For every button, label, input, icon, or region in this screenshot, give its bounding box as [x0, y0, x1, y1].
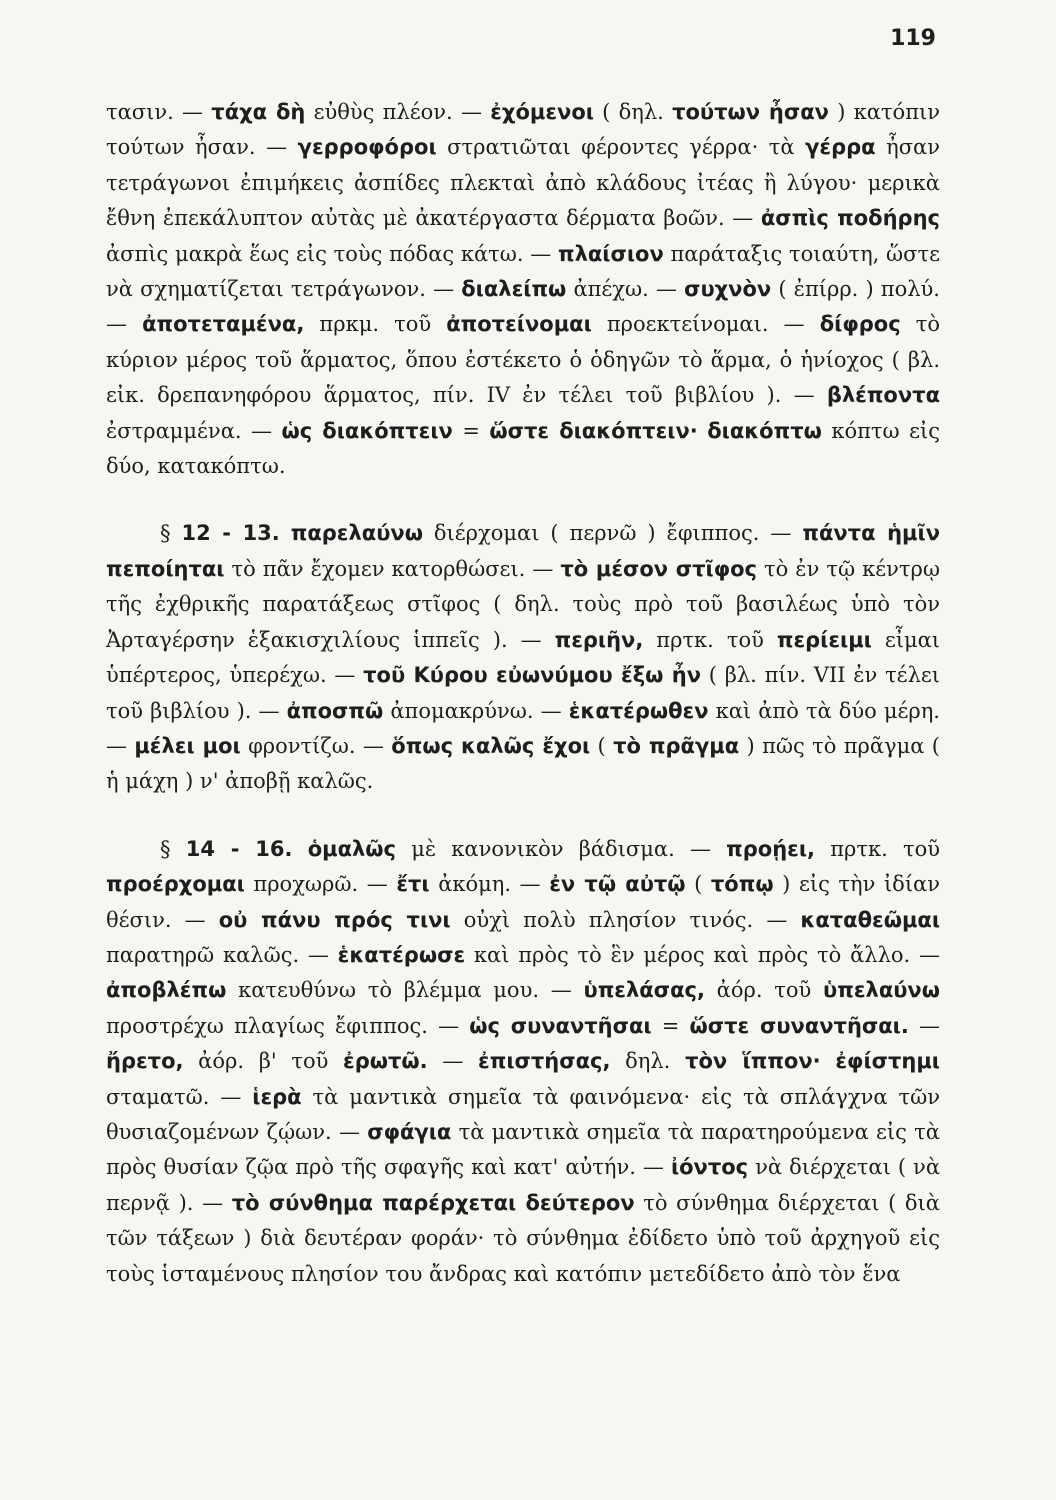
- headword: περίειμι: [776, 627, 872, 652]
- gloss-text: πρτκ. τοῦ: [815, 836, 940, 861]
- headword: γέρρα: [805, 135, 876, 160]
- gloss-text: προστρέχω πλαγίως ἔφιππος. —: [106, 1013, 470, 1038]
- headword: τὸ σύνθημα παρέρχεται δεύτερον: [231, 1190, 635, 1215]
- gloss-text: ἀπομακρύνω. —: [383, 698, 569, 723]
- headword: διακόπτω: [707, 418, 822, 443]
- gloss-text: τὰ μαντικὰ σημεῖα τὰ φαινόμενα· εἰς τὰ σπλάγχνα τῶν θυσιαζομένων ζῴων. —: [106, 1084, 940, 1144]
- headword: βλέποντα: [826, 383, 940, 408]
- headword: πάντα ἡμῖν πεποίηται: [106, 521, 940, 581]
- headword: ὁμαλῶς: [307, 836, 396, 861]
- headword: σφάγια: [367, 1119, 452, 1144]
- headword: πλαίσιον: [557, 241, 664, 266]
- headword: τὸ μέσον στῖφος: [560, 556, 757, 581]
- headword: οὐ πάνυ πρός τινι: [218, 907, 451, 932]
- gloss-text: ) πῶς τὸ πρᾶγμα ( ἡ μάχη ) ν' ἀποβῇ καλῶς.: [106, 733, 940, 794]
- gloss-text: —: [427, 1049, 479, 1074]
- headword: ὡς συναντῆσαι: [469, 1013, 652, 1038]
- gloss-text: =: [651, 1013, 690, 1038]
- headword: ἀποτεταμένα,: [142, 312, 305, 337]
- gloss-text: ἐστραμμένα. —: [106, 418, 282, 443]
- gloss-text: σταματῶ. —: [106, 1084, 253, 1109]
- headword: τόπῳ: [710, 872, 774, 897]
- headword: ὥστε συναντῆσαι.: [689, 1013, 909, 1038]
- gloss-text: κατευθύνω τὸ βλέμμα μου. —: [226, 978, 584, 1003]
- gloss-text: [698, 419, 707, 443]
- gloss-text: κόπτω εἰς δύο, κατακόπτω.: [106, 418, 940, 479]
- headword: ἑκατέρωσε: [337, 942, 466, 967]
- gloss-text: —: [908, 1013, 940, 1038]
- gloss-text: ( βλ. πίν. VII ἐν τέλει τοῦ βιβλίου ). —: [106, 663, 940, 723]
- gloss-text: ( δηλ.: [593, 100, 673, 124]
- gloss-text: §: [160, 521, 182, 546]
- paragraph-glossary-intro: [106, 95, 940, 484]
- gloss-text: παράταξις τοιαύτη, ὥστε νὰ σχηματίζεται τετράγωνον. —: [106, 241, 940, 302]
- gloss-text: τὸ πᾶν ἔχομεν κατορθώσει. —: [224, 556, 561, 581]
- headword: διαλείπω: [461, 277, 567, 302]
- gloss-text: τὰ μαντικὰ σημεῖα τὰ παρατηρούμενα εἰς τὰ πρὸς θυσίαν ζῷα πρὸ τῆς σφαγῆς καὶ κατ' αὐτήν. —: [106, 1119, 940, 1180]
- headword: 12 - 13.: [181, 521, 280, 546]
- headword: τούτων ἦσαν: [672, 100, 829, 124]
- gloss-text: οὐχὶ πολὺ πλησίον τινός. —: [450, 907, 801, 932]
- gloss-text: τὸ κύριον μέρος τοῦ ἅρματος, ὅπου ἐστέκετο ὁ ὁδηγῶν τὸ ἅρμα, ὁ ἡνίοχος ( βλ. εἰκ. δρεπανηφόρου ἅρματος, πίν. IV ἐν τέλει τοῦ βιβλίου ). —: [106, 312, 941, 408]
- headword: ἑκατέρωθεν: [568, 698, 709, 723]
- gloss-text: φροντίζω. —: [240, 733, 392, 758]
- headword: ἀποσπῶ: [286, 698, 384, 723]
- headword: ὑπελαύνω: [823, 978, 940, 1003]
- gloss-text: ἀκόμη. —: [429, 872, 550, 897]
- gloss-text: ἀόρ. β' τοῦ: [183, 1049, 344, 1074]
- headword: 14 - 16.: [185, 836, 293, 861]
- gloss-text: ἀόρ. τοῦ: [704, 978, 824, 1003]
- gloss-text: (: [590, 733, 614, 758]
- page-body: [106, 95, 940, 1292]
- gloss-text: εὐθὺς πλέον. —: [305, 100, 491, 124]
- gloss-text: προεκτείνομαι. —: [591, 312, 820, 337]
- paragraph-section-14-16: [106, 832, 940, 1292]
- headword: ἤρετο,: [106, 1049, 184, 1074]
- gloss-text: (: [685, 872, 711, 897]
- headword: ἀποτείνομαι: [446, 312, 592, 337]
- gloss-text: [293, 837, 308, 861]
- headword: τοῦ Κύρου εὐωνύμου ἔξω ἦν: [363, 663, 702, 688]
- paragraph-section-12-13: [106, 516, 940, 799]
- gloss-text: παρατηρῶ καλῶς. —: [106, 942, 338, 967]
- headword: ὡς διακόπτειν: [281, 418, 453, 443]
- page-number: 119: [890, 26, 936, 51]
- headword: γερροφόροι: [297, 135, 437, 160]
- headword: ἐν τῷ αὐτῷ: [549, 872, 686, 897]
- headword: τὸ πρᾶγμα: [613, 733, 740, 758]
- headword: παρελαύνω: [290, 521, 423, 546]
- headword: ἀποβλέπω: [106, 978, 227, 1003]
- gloss-text: τὸ σύνθημα διέρχεται ( διὰ τῶν τάξεων ) διὰ δευτέραν φοράν· τὸ σύνθημα ἐδίδετο ὑπὸ τοῦ ἀρχηγοῦ εἰς τοὺς ἱσταμένους πλησίον του ἄνδρας καὶ κατόπιν μετεδίδετο ἀπὸ τὸν ἕνα: [106, 1190, 940, 1286]
- gloss-text: ) κατόπιν τούτων ἦσαν. —: [106, 100, 940, 160]
- gloss-text: καὶ ἀπὸ τὰ δύο μέρη. —: [106, 698, 940, 758]
- gloss-text: ἀσπὶς μακρὰ ἕως εἰς τοὺς πόδας κάτω. —: [106, 241, 558, 266]
- gloss-text: τασιν. —: [106, 100, 212, 124]
- headword: ἰόντος: [670, 1155, 749, 1180]
- headword: ἐφίστημι: [835, 1049, 940, 1074]
- gloss-text: τὸ ἐν τῷ κέντρῳ τῆς ἐχθρικῆς παρατάξεως στῖφος ( δηλ. τοὺς πρὸ τοῦ βασιλέως ὑπὸ τὸν Ἀρταγέρσην ἑξακισχιλίους ἱππεῖς ). —: [106, 556, 940, 652]
- headword: ἀσπὶς ποδήρης: [760, 206, 940, 231]
- gloss-text: προχωρῶ. —: [244, 872, 397, 897]
- gloss-text: ἀπέχω. —: [566, 277, 685, 302]
- headword: τάχα δὴ: [211, 100, 306, 124]
- headword: ἐπιστήσας,: [478, 1049, 611, 1074]
- gloss-text: νὰ διέρχεται ( νὰ περνᾷ ). —: [106, 1155, 940, 1215]
- headword: δίφρος: [819, 312, 901, 337]
- headword: ὅπως καλῶς ἔχοι: [391, 733, 591, 758]
- gloss-text: ) εἰς τὴν ἰδίαν θέσιν. —: [106, 872, 940, 932]
- gloss-text: στρατιῶται φέροντες γέρρα· τὰ: [436, 135, 806, 160]
- gloss-text: διέρχομαι ( περνῶ ) ἔφιππος. —: [422, 521, 803, 546]
- gloss-text: μὲ κανονικὸν βάδισμα. —: [396, 836, 727, 861]
- headword: προέρχομαι: [106, 872, 245, 897]
- gloss-text: [821, 1049, 836, 1073]
- headword: περιῆν,: [554, 627, 644, 652]
- gloss-text: δηλ.: [610, 1049, 686, 1074]
- headword: προῄει,: [726, 836, 816, 861]
- gloss-text: ( ἐπίρρ. ) πολύ. —: [106, 277, 940, 337]
- headword: καταθεῶμαι: [800, 907, 941, 932]
- headword: ἱερὰ: [252, 1084, 302, 1109]
- gloss-text: εἶμαι ὑπέρτερος, ὑπερέχω. —: [106, 627, 941, 688]
- gloss-text: ἦσαν τετράγωνοι ἐπιμήκεις ἀσπίδες πλεκταὶ ἀπὸ κλάδους ἰτέας ἢ λύγου· μερικὰ ἔθνη ἐπεκάλυπτον αὐτὰς μὲ ἀκατέργαστα δέρματα βοῶν. —: [106, 135, 940, 231]
- headword: ὥστε διακόπτειν·: [489, 418, 698, 443]
- gloss-text: =: [452, 418, 490, 443]
- gloss-text: πρτκ. τοῦ: [643, 627, 777, 652]
- headword: τὸν ἵππον·: [685, 1049, 821, 1074]
- headword: ἐχόμενοι: [490, 100, 594, 124]
- headword: ὑπελάσας,: [583, 978, 705, 1003]
- gloss-text: [280, 521, 291, 545]
- gloss-text: πρκμ. τοῦ: [304, 312, 447, 337]
- gloss-text: §: [160, 836, 186, 861]
- gloss-text: καὶ πρὸς τὸ ἓν μέρος καὶ πρὸς τὸ ἄλλο. —: [465, 942, 940, 967]
- headword: ἔτι: [396, 872, 430, 897]
- headword: συχνὸν: [684, 277, 772, 302]
- headword: ἐρωτῶ.: [343, 1049, 428, 1074]
- headword: μέλει μοι: [134, 733, 241, 758]
